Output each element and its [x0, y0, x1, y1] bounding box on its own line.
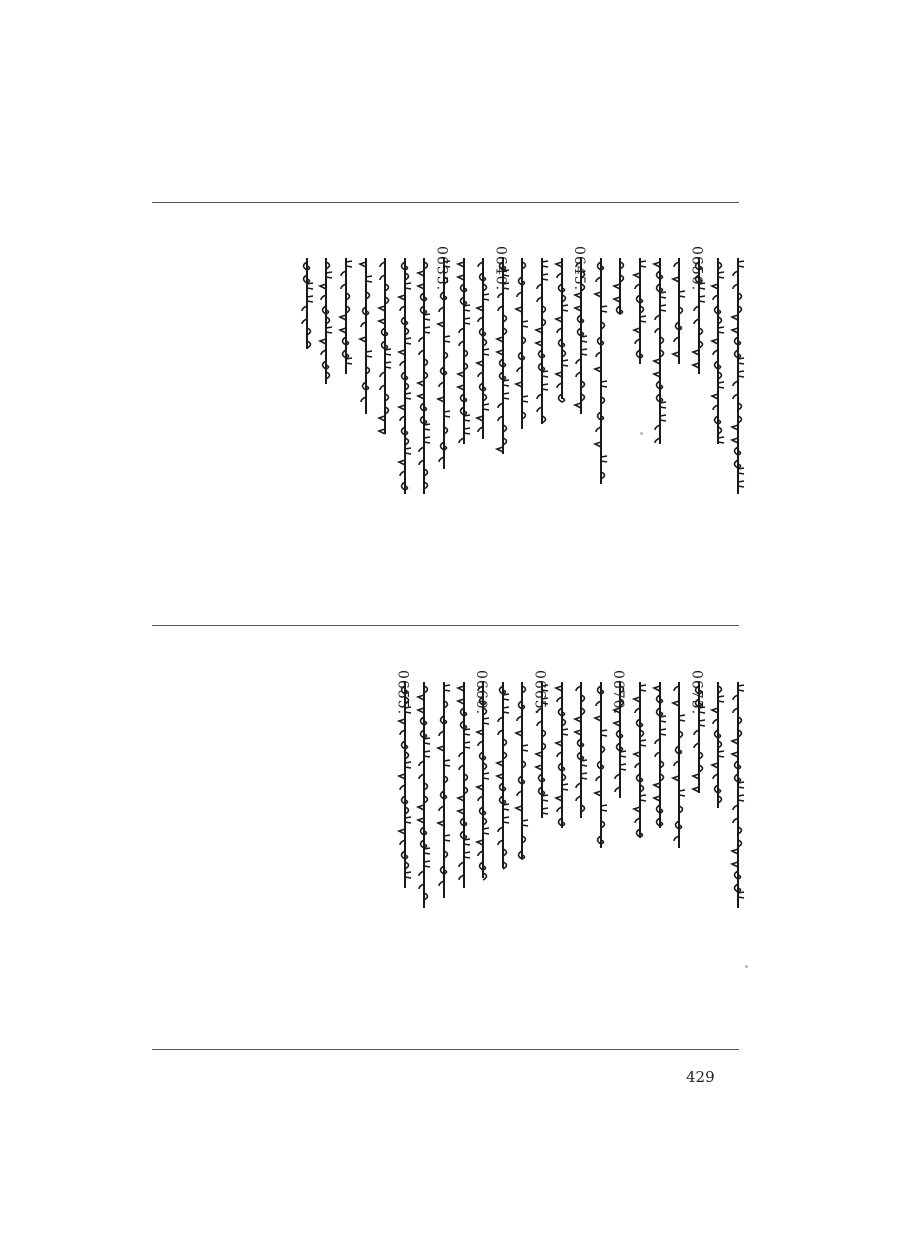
text-column: [295, 206, 321, 624]
entry-number: 0675.: [688, 670, 705, 716]
page-number: 429: [686, 1068, 715, 1086]
mongolian-script-line: [298, 254, 316, 359]
scan-speck: [745, 965, 748, 968]
entry-number: 0660.: [472, 670, 489, 716]
entry-number: 0645.: [570, 246, 587, 292]
bottom-text-block: [0, 630, 899, 1048]
text-column: [393, 630, 419, 1048]
entry-number: 0650.: [688, 246, 705, 292]
scan-speck: [640, 432, 643, 435]
entry-number: 0635.: [433, 246, 450, 292]
middle-rule: [152, 625, 739, 626]
entry-number: 0655.: [394, 670, 411, 716]
entry-number: 0670.: [610, 670, 626, 716]
entry-number: 0665.: [531, 670, 548, 716]
entry-number: 0640.: [492, 246, 509, 292]
mongolian-script-line: [396, 678, 414, 898]
bottom-rule: [152, 1049, 739, 1050]
top-text-block: [0, 206, 899, 624]
top-rule: [152, 202, 739, 203]
